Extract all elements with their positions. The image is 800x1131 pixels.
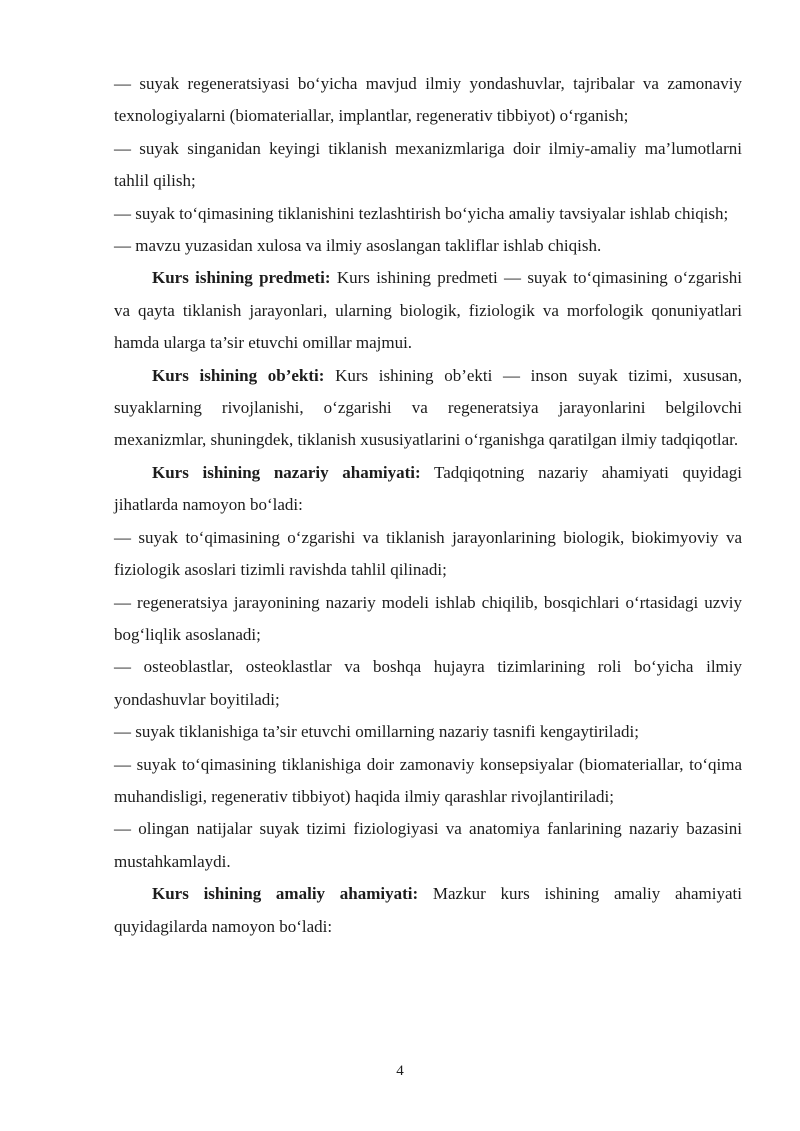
object-heading: Kurs ishining ob’ekti: bbox=[152, 365, 325, 385]
theoretical-item: — olingan natijalar suyak tizimi fiziologiyasi va anatomiya fanlarining nazariy bazasini mustahkamlaydi. bbox=[114, 819, 742, 871]
theoretical-text: Tadqiqotning nazariy ahamiyati quyidagi jihatlarda namoyon bo‘ladi: bbox=[114, 462, 742, 515]
goal-item: — mavzu yuzasidan xulosa va ilmiy asoslangan takliflar ishlab chiqish. bbox=[114, 236, 602, 256]
goal-item: — suyak regeneratsiyasi bo‘yicha mavjud ilmiy yondashuvlar, tajribalar va zamonaviy texnologiyalarni (biomateriallar, implantlar, regenerativ tibbiyot) o‘rganish; bbox=[114, 74, 742, 126]
subject-paragraph bbox=[114, 262, 742, 359]
theoretical-item: — regeneratsiya jarayonining nazariy modeli ishlab chiqilib, bosqichlari o‘rtasidagi uzviy bog‘liqlik asoslanadi; bbox=[114, 592, 742, 644]
practical-paragraph bbox=[114, 878, 742, 943]
theoretical-item: — suyak to‘qimasining tiklanishiga doir zamonaviy konsepsiyalar (biomateriallar, to‘qima muhandisligi, regenerativ tibbiyot) haqida ilmiy qarashlar rivojlantiriladi; bbox=[114, 754, 742, 806]
object-text: Kurs ishining ob’ekti — inson suyak tizimi, xususan, suyaklarning rivojlanishi, o‘zgarishi va regeneratsiya jarayonlarini belgilovchi mexanizmlar, shuningdek, tiklanish xususiyatlarini o‘rganishga qaratilgan ilmiy tadqiqotlar. bbox=[114, 365, 742, 450]
practical-heading: Kurs ishining amaliy ahamiyati: bbox=[152, 884, 419, 904]
theoretical-heading: Kurs ishining nazariy ahamiyati: bbox=[152, 462, 421, 482]
goal-item: — suyak to‘qimasining tiklanishini tezlashtirish bo‘yicha amaliy tavsiyalar ishlab chiqish; bbox=[114, 203, 729, 223]
goal-item: — suyak singanidan keyingi tiklanish mexanizmlariga doir ilmiy-amaliy ma’lumotlarni tahlil qilish; bbox=[114, 138, 742, 191]
page-number: 4 bbox=[396, 1063, 404, 1079]
theoretical-item: — suyak tiklanishiga ta’sir etuvchi omillarning nazariy tasnifi kengaytiriladi; bbox=[114, 722, 639, 742]
theoretical-paragraph bbox=[114, 457, 742, 522]
object-paragraph bbox=[114, 360, 742, 457]
theoretical-item: — osteoblastlar, osteoklastlar va boshqa hujayra tizimlarining roli bo‘yicha ilmiy yondashuvlar boyitiladi; bbox=[114, 657, 742, 709]
subject-text: Kurs ishining predmeti — suyak to‘qimasining o‘zgarishi va qayta tiklanish jarayonlari, ularning biologik, fiziologik va morfologik qonuniyatlari hamda ularga ta’sir etuvchi omillar majmui. bbox=[114, 268, 742, 353]
theoretical-item: — suyak to‘qimasining o‘zgarishi va tiklanish jarayonlarining biologik, biokimyoviy va fiziologik asoslari tizimli ravishda tahlil qilinadi; bbox=[114, 527, 742, 580]
subject-heading: Kurs ishining predmeti: bbox=[152, 268, 331, 288]
practical-text: Mazkur kurs ishining amaliy ahamiyati quyidagilarda namoyon bo‘ladi: bbox=[114, 884, 742, 936]
